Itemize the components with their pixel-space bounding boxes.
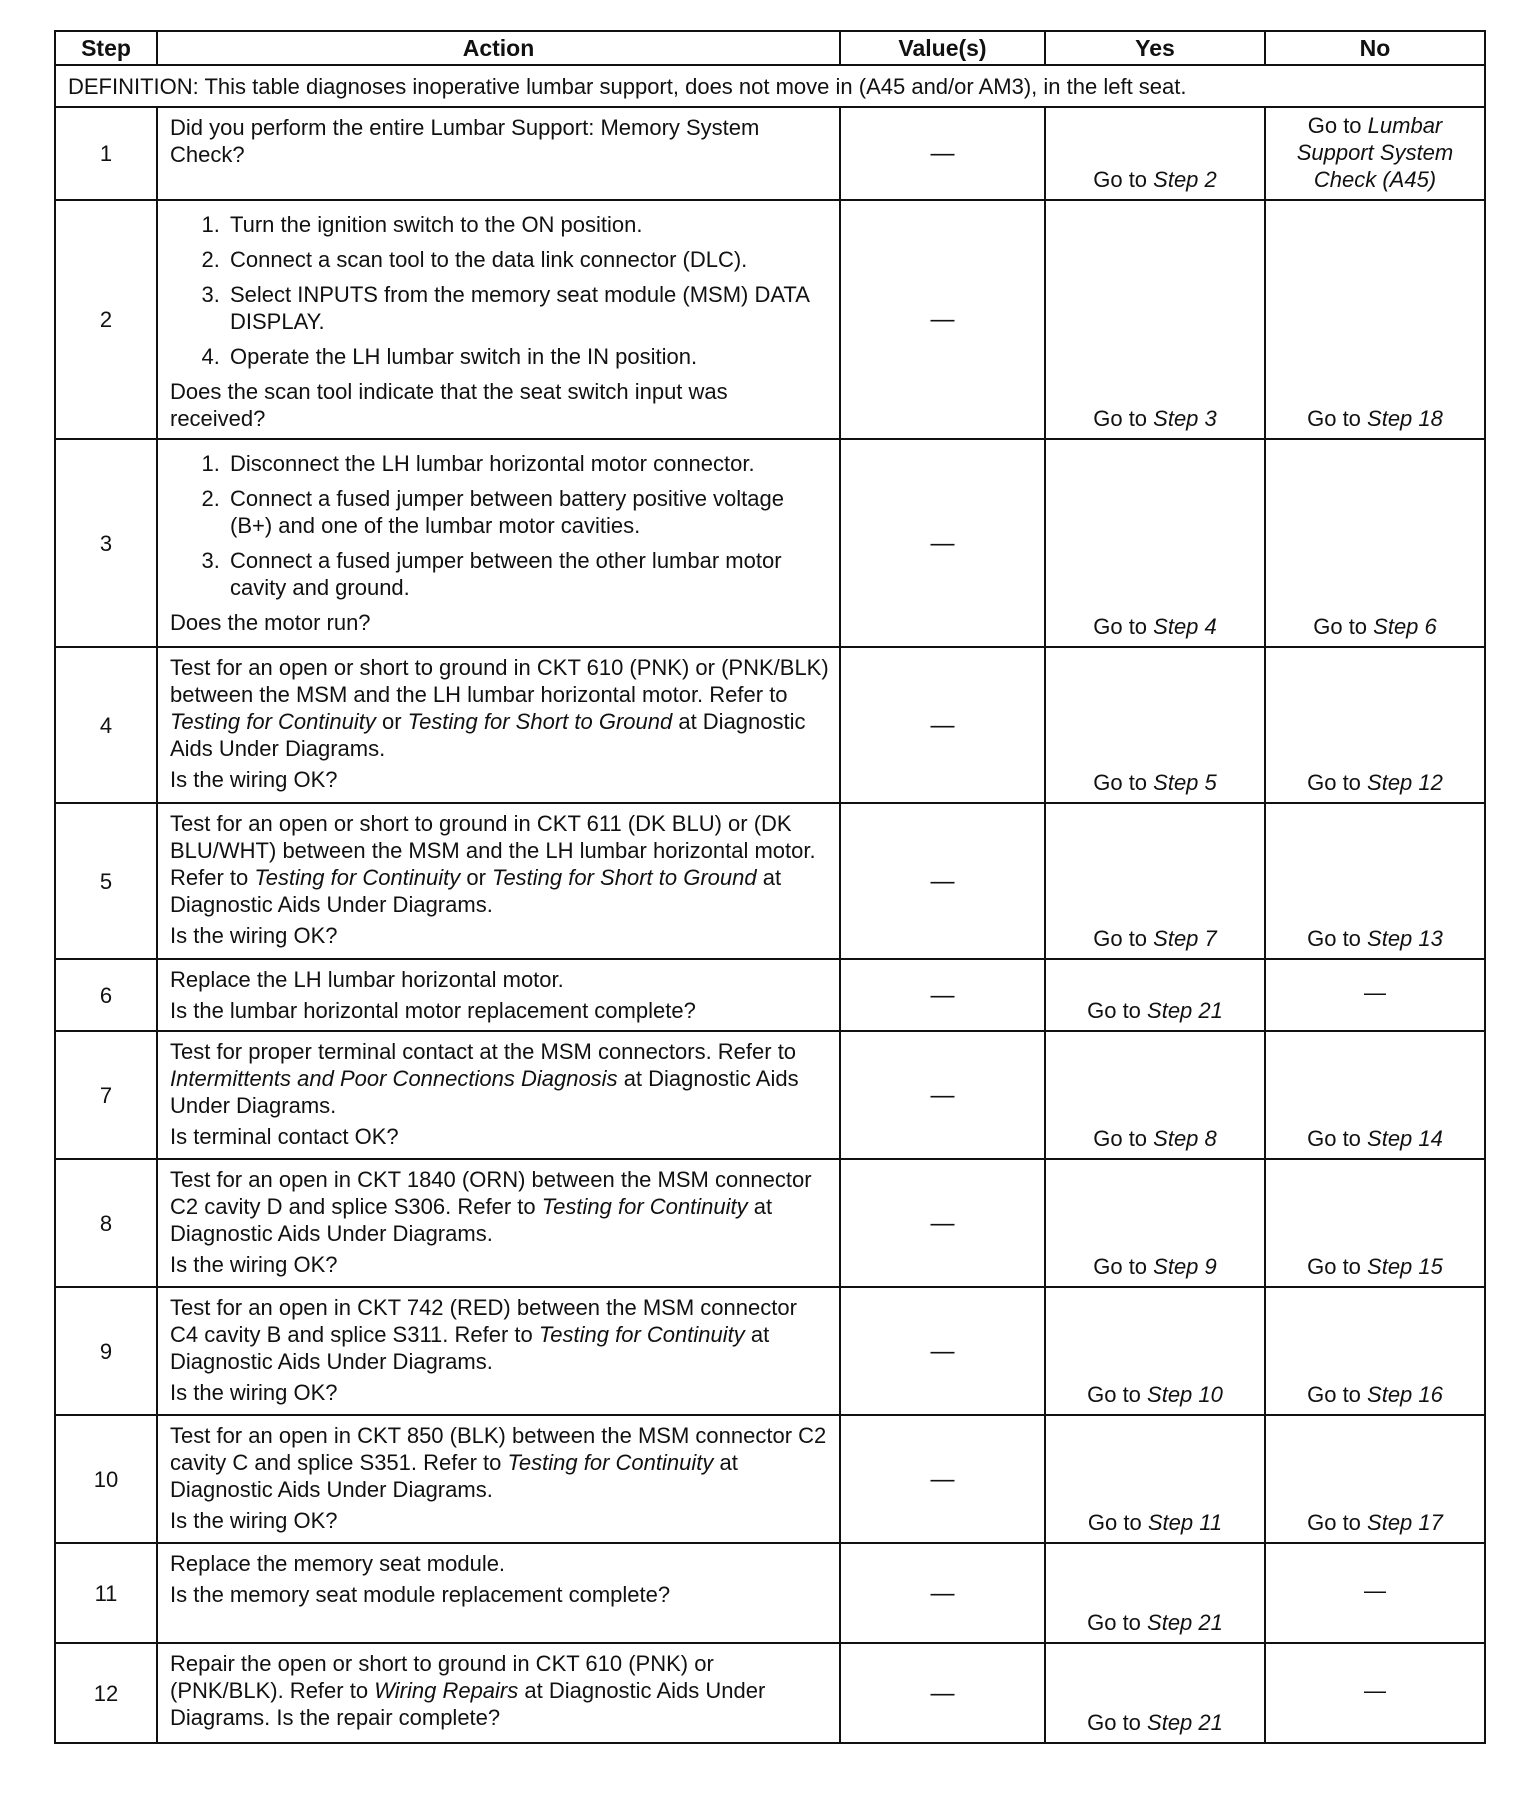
table-row [55,1287,1485,1415]
value-cell: — [840,1159,1045,1287]
yes-cell [1045,439,1265,647]
action-cell [157,803,840,959]
goto-prefix: Go to [1093,614,1154,639]
action-cell [157,439,840,647]
no-cell: — [1265,1543,1485,1643]
value-cell: — [840,200,1045,439]
goto-prefix: Go to [1313,614,1374,639]
action-steps-list [170,211,829,370]
list-item: 1. Disconnect the LH lumbar horizontal motor connector. [226,450,829,477]
diagnostic-table [54,30,1486,1744]
action-text: Did you perform the entire Lumbar Support: Memory System Check? [170,115,760,167]
reference-link[interactable]: Testing for Continuity [507,1450,714,1475]
action-text [170,654,829,762]
yes-cell [1045,1159,1265,1287]
no-cell [1265,1031,1485,1159]
action-text [170,1294,829,1375]
table-row [55,1643,1485,1743]
goto-prefix: Go to [1307,926,1368,951]
goto-prefix: Go to [1307,1126,1368,1151]
table-row [55,803,1485,959]
no-cell [1265,1287,1485,1415]
value-cell: — [840,647,1045,803]
goto-step-link[interactable]: Step 3 [1153,406,1217,431]
goto-step-link[interactable]: Step 10 [1147,1382,1223,1407]
list-item: 2. Connect a scan tool to the data link connector (DLC). [226,246,829,273]
action-cell [157,200,840,439]
action-text-part: Test for an open or short to ground in CKT 610 (PNK) or (PNK/BLK) between the MSM and the LH lumbar horizontal motor. Refer to [170,655,829,707]
goto-prefix: Go to [1087,1382,1148,1407]
action-text [170,1038,829,1119]
action-text-part: at Diagnostic Aids Under Diagrams. [170,1450,738,1502]
list-item: 3. Connect a fused jumper between the other lumbar motor cavity and ground. [226,547,829,601]
goto-step-link[interactable]: Step 13 [1367,926,1443,951]
value-cell: — [840,107,1045,200]
action-cell [157,1643,840,1743]
no-cell [1265,803,1485,959]
goto-step-link[interactable]: Step 15 [1367,1254,1443,1279]
action-cell [157,1287,840,1415]
step-number: 5 [55,803,157,959]
action-text-part: at Diagnostic Aids Under Diagrams. [170,709,806,761]
action-text: Replace the memory seat module. [170,1551,506,1576]
action-text-part: or [375,709,408,734]
action-text-part: at Diagnostic Aids Under Diagrams. [170,1194,773,1246]
step-number: 3 [55,439,157,647]
no-cell [1265,439,1485,647]
step-number: 8 [55,1159,157,1287]
yes-cell [1045,107,1265,200]
action-cell [157,647,840,803]
action-question: Is the lumbar horizontal motor replacement complete? [170,998,696,1023]
goto-step-link[interactable]: Step 12 [1367,770,1443,795]
reference-link[interactable]: Testing for Continuity [541,1194,748,1219]
goto-prefix: Go to [1307,113,1368,138]
no-cell [1265,1415,1485,1543]
yes-cell [1045,1031,1265,1159]
goto-prefix: Go to [1307,1382,1368,1407]
table-row [55,1415,1485,1543]
reference-link[interactable]: Wiring Repairs [374,1678,519,1703]
step-number: 6 [55,959,157,1031]
action-text [170,1166,829,1247]
reference-link[interactable]: Testing for Continuity [538,1322,745,1347]
header-no: No [1265,31,1485,65]
action-question: Is the wiring OK? [170,1380,338,1405]
goto-step-link[interactable]: Lumbar Support System Check (A45) [1296,113,1454,192]
value-cell: — [840,1643,1045,1743]
goto-step-link[interactable]: Step 18 [1367,406,1443,431]
goto-prefix: Go to [1093,406,1154,431]
action-text-part: at Diagnostic Aids Under Diagrams. [170,1322,770,1374]
table-row [55,1031,1485,1159]
header-yes: Yes [1045,31,1265,65]
action-question: Does the scan tool indicate that the seat switch input was received? [170,379,728,431]
table-row [55,1543,1485,1643]
yes-cell [1045,200,1265,439]
diagnostic-page [54,30,1484,1744]
header-values: Value(s) [840,31,1045,65]
action-cell [157,1543,840,1643]
no-cell: — [1265,1643,1485,1743]
goto-step-link[interactable]: Step 17 [1367,1510,1443,1535]
yes-cell [1045,647,1265,803]
action-question: Is the wiring OK? [170,923,338,948]
action-text [170,1650,829,1731]
yes-cell [1045,1287,1265,1415]
step-number: 10 [55,1415,157,1543]
goto-prefix: Go to [1307,406,1368,431]
no-cell [1265,107,1485,200]
yes-cell [1045,1543,1265,1643]
reference-link[interactable]: Testing for Short to Ground [492,865,757,890]
goto-prefix: Go to [1087,1510,1148,1535]
goto-prefix: Go to [1087,1710,1148,1735]
list-item: 3. Select INPUTS from the memory seat module (MSM) DATA DISPLAY. [226,281,829,335]
goto-step-link[interactable]: Step 21 [1147,1710,1223,1735]
step-number: 9 [55,1287,157,1415]
action-question: Is the wiring OK? [170,767,338,792]
step-number: 7 [55,1031,157,1159]
goto-step-link[interactable]: Step 6 [1373,614,1437,639]
header-action: Action [157,31,840,65]
list-item: 1. Turn the ignition switch to the ON position. [226,211,829,238]
goto-step-link[interactable]: Step 8 [1153,1126,1217,1151]
action-text [170,1422,829,1503]
goto-step-link[interactable]: Step 14 [1367,1126,1443,1151]
table-row [55,1159,1485,1287]
value-cell: — [840,1415,1045,1543]
action-text-part: Repair the open or short to ground in CKT 610 (PNK) or (PNK/BLK). Refer to [170,1651,714,1703]
table-row [55,959,1485,1031]
action-cell [157,1159,840,1287]
action-text [170,810,829,918]
value-cell: — [840,1543,1045,1643]
yes-cell [1045,959,1265,1031]
goto-prefix: Go to [1093,1254,1154,1279]
yes-cell [1045,803,1265,959]
action-text-part: at Diagnostic Aids Under Diagrams. Is the repair complete? [170,1678,766,1730]
no-cell [1265,1159,1485,1287]
action-question: Is the memory seat module replacement complete? [170,1582,671,1607]
action-text-part: or [460,865,493,890]
goto-step-link[interactable]: Step 7 [1153,926,1217,951]
reference-link[interactable]: Testing for Continuity [170,709,376,734]
goto-prefix: Go to [1093,926,1154,951]
goto-step-link[interactable]: Step 16 [1367,1382,1443,1407]
header-step: Step [55,31,157,65]
goto-prefix: Go to [1093,1126,1154,1151]
action-cell [157,1031,840,1159]
goto-prefix: Go to [1087,1610,1148,1635]
table-row [55,107,1485,200]
action-question: Does the motor run? [170,610,371,635]
list-item: 4. Operate the LH lumbar switch in the IN position. [226,343,829,370]
table-row [55,647,1485,803]
header-row [55,31,1485,65]
action-cell [157,107,840,200]
value-cell: — [840,803,1045,959]
goto-step-link[interactable]: Step 2 [1153,167,1217,192]
action-text-part: Test for an open in CKT 742 (RED) between the MSM connector C4 cavity B and splice S311. Refer to [170,1295,797,1347]
action-steps-list [170,450,829,601]
value-cell: — [840,1031,1045,1159]
action-cell [157,1415,840,1543]
action-text-part: at Diagnostic Aids Under Diagrams. [170,865,782,917]
action-text-part: Test for an open or short to ground in CKT 611 (DK BLU) or (DK BLU/WHT) between the MSM and the LH lumbar horizontal motor. Refer to [170,811,816,890]
goto-step-link[interactable]: Step 9 [1153,1254,1217,1279]
no-cell: — [1265,959,1485,1031]
table-row [55,200,1485,439]
list-item: 2. Connect a fused jumper between battery positive voltage (B+) and one of the lumbar motor cavities. [226,485,829,539]
goto-step-link[interactable]: Step 11 [1147,1510,1223,1535]
reference-link[interactable]: Testing for Continuity [254,865,461,890]
value-cell: — [840,959,1045,1031]
action-question: Is the wiring OK? [170,1508,338,1533]
table-row [55,439,1485,647]
action-question: Is the wiring OK? [170,1252,338,1277]
step-number: 12 [55,1643,157,1743]
goto-step-link[interactable]: Step 21 [1147,998,1223,1023]
goto-step-link[interactable]: Step 5 [1153,770,1217,795]
action-question: Is terminal contact OK? [170,1124,399,1149]
step-number: 4 [55,647,157,803]
value-cell: — [840,1287,1045,1415]
yes-cell [1045,1415,1265,1543]
action-text-part: Test for an open in CKT 850 (BLK) between the MSM connector C2 cavity C and splice S351. Refer to [170,1423,827,1475]
step-number: 2 [55,200,157,439]
goto-prefix: Go to [1307,1510,1368,1535]
reference-link[interactable]: Testing for Short to Ground [407,709,673,734]
goto-prefix: Go to [1093,167,1154,192]
definition-text: DEFINITION: This table diagnoses inoperative lumbar support, does not move in (A45 and/or AM3), in the left seat. [55,65,1485,107]
reference-link[interactable]: Intermittents and Poor Connections Diagnosis [170,1066,618,1091]
action-cell [157,959,840,1031]
goto-prefix: Go to [1307,1254,1368,1279]
action-text-part: Test for proper terminal contact at the MSM connectors. Refer to [170,1039,797,1064]
goto-prefix: Go to [1307,770,1368,795]
step-number: 1 [55,107,157,200]
action-text: Replace the LH lumbar horizontal motor. [170,967,564,992]
no-cell [1265,200,1485,439]
action-text-part: Test for an open in CKT 1840 (ORN) between the MSM connector C2 cavity D and splice S306. Refer to [170,1167,812,1219]
goto-prefix: Go to [1093,770,1154,795]
goto-step-link[interactable]: Step 21 [1147,1610,1223,1635]
goto-prefix: Go to [1087,998,1148,1023]
definition-row [55,65,1485,107]
action-text-part: at Diagnostic Aids Under Diagrams. [170,1066,799,1118]
goto-step-link[interactable]: Step 4 [1153,614,1217,639]
yes-cell [1045,1643,1265,1743]
no-cell [1265,647,1485,803]
value-cell: — [840,439,1045,647]
step-number: 11 [55,1543,157,1643]
